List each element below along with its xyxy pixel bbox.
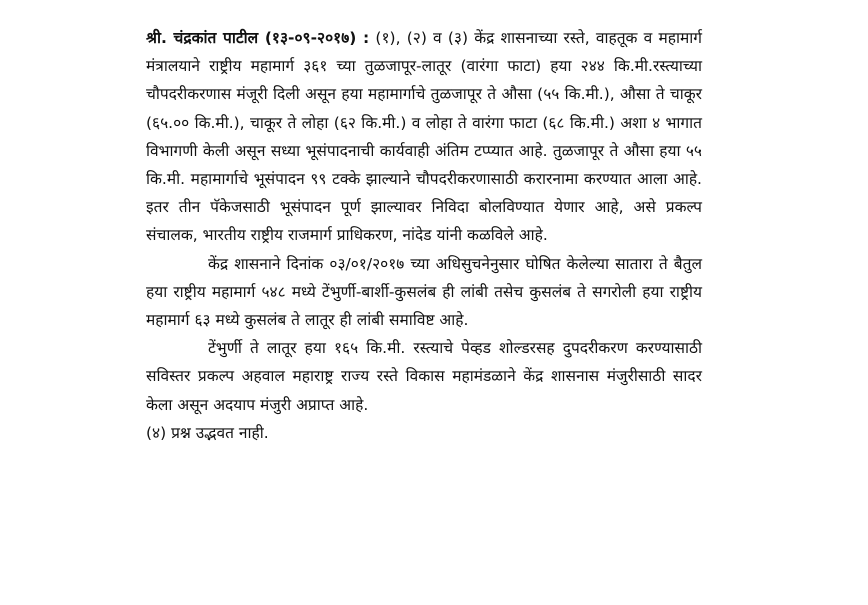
answer-paragraph-2: केंद्र शासनाने दिनांक ०३/०१/२०१७ च्या अधिसुचनेनुसार घोषित केलेल्या सातारा ते बैतुल हया राष्ट्रीय महामार्ग ५४८ मध्ये टेंभुर्णी-बार्शी-कुसलंब ही लांबी तसेच कुसलंब ते सगरोली हया राष्ट्रीय महामार्ग ६३ मध्ये कुसलंब ते लातूर ही लांबी समाविष्ट आहे. <box>146 254 702 330</box>
speaker-heading: श्री. चंद्रकांत पाटील (१३-०९-२०१७) : <box>146 29 370 47</box>
answer-paragraph-1-text: (१), (२) व (३) केंद्र शासनाच्या रस्ते, वाहतूक व महामार्ग मंत्रालयाने राष्ट्रीय महामार्ग ३६१ च्या तुळजापूर-लातूर (वारंगा फाटा) हया २४४ कि.मी.रस्त्याच्या चौपदरीकरणास मंजूरी दिली असून हया महामार्गाचे तुळजापूर ते औसा (५५ कि.मी.), औसा ते चाकूर (६५.०० कि.मी.), चाकूर ते लोहा (६२ कि.मी.) व लोहा ते वारंगा फाटा (६८ कि.मी.) अशा ४ भागात विभागणी केली असून सध्या भूसंपादनाची कार्यवाही अंतिम टप्प्यात आहे. तुळजापूर ते औसा हया ५५ कि.मी. महामार्गाचे भूसंपादन ९९ टक्के झाल्याने चौपदरीकरणासाठी करारनामा करण्यात आला आहे. इतर तीन पॅकेजसाठी भूसंपादन पूर्ण झाल्यावर निविदा बोलविण्यात येणार आहे, असे प्रकल्प संचालक, भारतीय राष्ट्रीय राजमार्ग प्राधिकरण, नांदेड यांनी कळविले आहे. <box>146 29 702 245</box>
answer-paragraph-4: (४) प्रश्न उद्भवत नाही. <box>146 423 269 442</box>
answer-paragraph-3: टेंभुर्णी ते लातूर हया १६५ कि.मी. रस्त्याचे पेव्हड शोल्डरसह दुपदरीकरण करण्यासाठी सविस्तर प्रकल्प अहवाल महाराष्ट्र राज्य रस्ते विकास महामंडळाने केंद्र शासनास मंजुरीसाठी सादर केला असून अदयाप मंजुरी अप्राप्त आहे. <box>146 339 702 414</box>
answer-document <box>146 24 702 447</box>
answer-paragraph-1 <box>146 24 702 250</box>
